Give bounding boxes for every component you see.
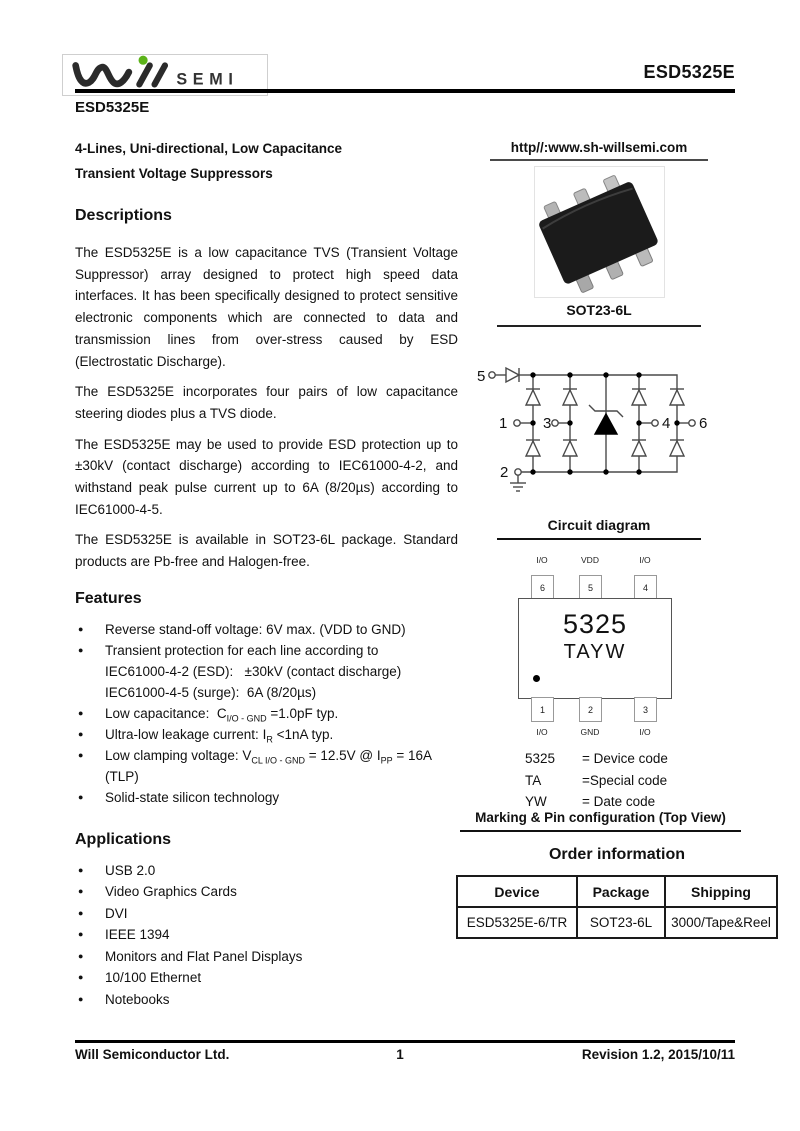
- willsemi-logo-icon: [63, 55, 265, 93]
- legend-row: TA =Special code: [525, 772, 668, 788]
- application-item: ● IEEE 1394: [105, 924, 458, 946]
- pin3-function-label: I/O: [639, 727, 651, 737]
- website-url: http//:www.sh-willsemi.com: [490, 140, 708, 161]
- marking-device-code: 5325: [562, 609, 628, 639]
- package-photo: [534, 166, 665, 298]
- pin3-box: 3: [634, 697, 657, 722]
- order-data-row: [457, 907, 777, 938]
- descriptions-heading: Descriptions: [75, 207, 172, 224]
- pin4-box: 4: [634, 575, 657, 600]
- description-paragraph: The ESD5325E incorporates four pairs of low capacitance steering diodes plus a TVS diode.: [75, 384, 458, 421]
- logo-semi-text: SEMI: [176, 70, 239, 89]
- order-col-shipping: Shipping: [665, 876, 777, 907]
- ground-icon: [510, 476, 526, 492]
- circuit-pin3-label: 3: [543, 415, 552, 432]
- order-table: [456, 875, 778, 939]
- feature-item: ● Low clamping voltage: $V_{CL I/O - GND} = 12.5V$ @ $I_{PP} = 16A$ (TLP): [105, 745, 458, 787]
- legend-row: YW = Date code: [525, 794, 656, 809]
- order-information: [456, 846, 778, 939]
- tagline-line1: 4-Lines, Uni-directional, Low Capacitance: [75, 141, 343, 156]
- package-caption: SOT23-6L: [497, 302, 701, 327]
- descriptions-paragraphs: [75, 242, 458, 573]
- circuit-pin4-label: 4: [662, 415, 671, 432]
- pin2-function-label: GND: [580, 727, 600, 737]
- description-paragraph: The ESD5325E is available in SOT23-6L package. Standard products are Pb-free and Halogen-free.: [75, 532, 458, 570]
- pin2-box: 2: [579, 697, 602, 722]
- application-item: ● DVI: [105, 903, 458, 925]
- features-list: [75, 619, 458, 808]
- application-item: ● USB 2.0: [105, 860, 458, 882]
- features-heading: Features: [75, 589, 142, 607]
- pin6-box: 6: [531, 575, 554, 600]
- sot23-6l-chip-icon: [535, 167, 662, 295]
- feature-item: ● Transient protection for each line according to IEC61000-4-2 (ESD): ±30kV (contact discharge) IEC61000-4-5 (surge): 6A (8/20µs): [105, 640, 458, 703]
- footer-rule: [75, 1040, 735, 1043]
- pin1-indicator-dot: [533, 675, 540, 682]
- marking-legend: [525, 748, 668, 813]
- pin1-box: 1: [531, 697, 554, 722]
- lower-diodes: [526, 440, 684, 456]
- order-device-cell: ESD5325E-6/TR: [457, 907, 577, 938]
- marking-pin-caption: Marking & Pin configuration (Top View): [460, 810, 741, 832]
- applications-heading: Applications: [75, 830, 172, 848]
- feature-item: ● Ultra-low leakage current: $I_R <1nA$ typ.: [105, 724, 458, 745]
- part-number-subheader: ESD5325E: [75, 99, 150, 116]
- feature-item: ● Reverse stand-off voltage: 6V max. (VDD to GND): [105, 619, 458, 640]
- pin6-function-label: I/O: [536, 555, 548, 565]
- circuit-pin6-label: 6: [699, 415, 708, 432]
- feature-item: ● Solid-state silicon technology: [105, 787, 458, 808]
- part-number-header: ESD5325E: [643, 62, 735, 82]
- pin-configuration: [470, 555, 770, 810]
- description-paragraph: The ESD5325E may be used to provide ESD protection up to ±30kV (contact discharge) according to IEC61000-4-2, and withstand peak pulse current up to 6A (8/20µs) according to IEC61000-4-5.: [75, 436, 458, 517]
- circuit-pin2-label: 2: [500, 464, 509, 481]
- footer-revision: Revision 1.2, 2015/10/11: [581, 1047, 735, 1062]
- pin5-box: 5: [579, 575, 602, 600]
- pin4-function-label: I/O: [639, 555, 651, 565]
- order-shipping-cell: 3000/Tape&Reel: [665, 907, 777, 938]
- circuit-pin5-label: 5: [477, 368, 486, 385]
- package-body: [518, 598, 672, 699]
- description-paragraph: The ESD5325E is a low capacitance TVS (Transient Voltage Suppressor) array designed to protect high speed data interfaces. It has been specifically designed to protect sensitive electronic components which are connected to data and transmission lines from over-stress caused by ESD (Electrostatic Discharge).: [75, 245, 458, 369]
- pin5-function-label: VDD: [581, 555, 599, 565]
- order-col-package: Package: [577, 876, 665, 907]
- application-item: ● Monitors and Flat Panel Displays: [105, 946, 458, 968]
- footer-page-number: 1: [396, 1047, 404, 1062]
- feature-item: ● Low capacitance: $C_{I/O - GND} =1.0pF$ typ.: [105, 703, 458, 724]
- footer-company: Will Semiconductor Ltd.: [75, 1047, 230, 1062]
- tagline-line2: Transient Voltage Suppressors: [75, 166, 273, 181]
- application-item: ● Notebooks: [105, 989, 458, 1011]
- application-item: ● Video Graphics Cards: [105, 881, 458, 903]
- order-header-row: [457, 876, 777, 907]
- left-column: [75, 136, 458, 1010]
- logo-green-dot: [139, 56, 148, 65]
- order-title: Order information: [548, 846, 685, 863]
- circuit-pin1-label: 1: [499, 415, 508, 432]
- legend-row: 5325 = Device code: [525, 751, 668, 766]
- upper-diodes: [526, 389, 684, 405]
- marking-lot-code: TAYW: [563, 641, 627, 663]
- circuit-caption: Circuit diagram: [497, 517, 701, 540]
- circuit-diagram: [470, 356, 750, 506]
- applications-list: [75, 860, 458, 1011]
- order-col-device: Device: [457, 876, 577, 907]
- header-rule: [75, 89, 735, 93]
- application-item: ● 10/100 Ethernet: [105, 967, 458, 989]
- pin1-function-label: I/O: [536, 727, 548, 737]
- order-package-cell: SOT23-6L: [577, 907, 665, 938]
